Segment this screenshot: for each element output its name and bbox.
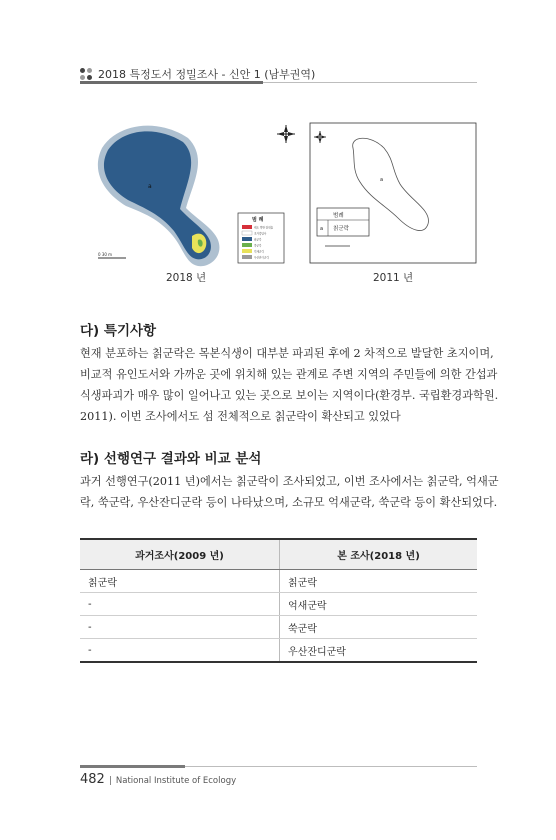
paragraph-line: 식생파괴가 매우 많이 일어나고 있는 곳으로 보이는 지역이다(환경부. 국립환경과학원. <box>80 389 499 402</box>
legend-left-item: 칡군락 <box>254 238 262 242</box>
paragraph-line: 과거 선행연구(2011 년)에서는 칡군락이 조사되었고, 이번 조사에서는 칡군락, 억새군 <box>80 475 499 488</box>
legend-right-title: 범례 <box>333 213 344 219</box>
figure-caption-2011: 2011 년 <box>373 272 414 284</box>
legend-left-title: 범 례 <box>252 217 264 223</box>
legend-left-item: 제도 박한 갈대숲 <box>254 226 274 230</box>
legend-right-label: 칡군락 <box>333 226 349 232</box>
table-header: 본 조사(2018 년) <box>280 539 478 570</box>
table-cell: 우산잔디군락 <box>280 639 478 663</box>
table-row <box>80 639 477 663</box>
section-title-special-notes: 다) 특기사항 <box>80 323 157 339</box>
table-row <box>80 593 477 616</box>
footer-publisher: National Institute of Ecology <box>115 776 237 786</box>
section-title-comparison: 라) 선행연구 결과와 비교 분석 <box>80 451 262 467</box>
table-header: 과거조사(2009 년) <box>80 539 280 570</box>
table-cell: 칡군락 <box>280 570 478 593</box>
page-number: 482 <box>80 772 105 787</box>
table-cell: 억새군락 <box>280 593 478 616</box>
map-left-scale: 0 30 m <box>98 252 113 257</box>
header-rule-dark <box>80 81 263 84</box>
header-title: 2018 특정도서 정밀조사 - 신안 1 (남부권역) <box>98 68 316 81</box>
figure-caption-2018: 2018 년 <box>166 272 207 284</box>
north-arrow-icon <box>277 125 295 143</box>
legend-left-item: 쑥군락 <box>254 244 262 248</box>
header-rule-light <box>263 82 477 83</box>
table-cell: - <box>80 616 280 639</box>
header-dots-icon <box>80 68 92 80</box>
table-row <box>80 570 477 593</box>
table-header-row <box>80 539 477 570</box>
table-cell: - <box>80 639 280 663</box>
footer-rule-light <box>185 766 477 767</box>
comparison-table <box>80 538 477 663</box>
vegetation-map-figure <box>88 118 478 288</box>
running-header <box>80 66 315 82</box>
paragraph-special-notes <box>80 343 499 427</box>
vegetation-maps <box>88 118 478 288</box>
paragraph-comparison <box>80 471 499 513</box>
table-cell: 쑥군락 <box>280 616 478 639</box>
table-row <box>80 616 477 639</box>
legend-right-code: a <box>320 226 324 232</box>
paragraph-line: 비교적 유인도서와 가까운 곳에 위치해 있는 관계로 주변 지역의 주민들에 의한 간섭과 <box>80 368 498 381</box>
table-cell: - <box>80 593 280 616</box>
map-left-label-a: a <box>148 183 152 190</box>
paragraph-line: 락, 쑥군락, 우산잔디군락 등이 나타났으며, 소규모 억새군락, 쑥군락 등이 확산되었다. <box>80 496 498 509</box>
page-footer <box>80 772 236 787</box>
table-cell: 칡군락 <box>80 570 280 593</box>
footer-rule-dark <box>80 765 185 768</box>
legend-left-item: 초가량탐사 <box>254 232 267 236</box>
legend-left-item: 억새군락 <box>254 250 265 254</box>
paragraph-line: 2011). 이번 조사에서도 섬 전체적으로 칡군락이 확산되고 있었다 <box>80 410 401 423</box>
footer-separator: | <box>108 776 112 786</box>
paragraph-line: 현재 분포하는 칡군락은 목본식생이 대부분 파괴된 후에 2 차적으로 발달한 초지이며, <box>80 347 494 360</box>
map-right-label-a: a <box>380 177 384 183</box>
legend-left-item: 우산잔디군락 <box>254 256 270 260</box>
